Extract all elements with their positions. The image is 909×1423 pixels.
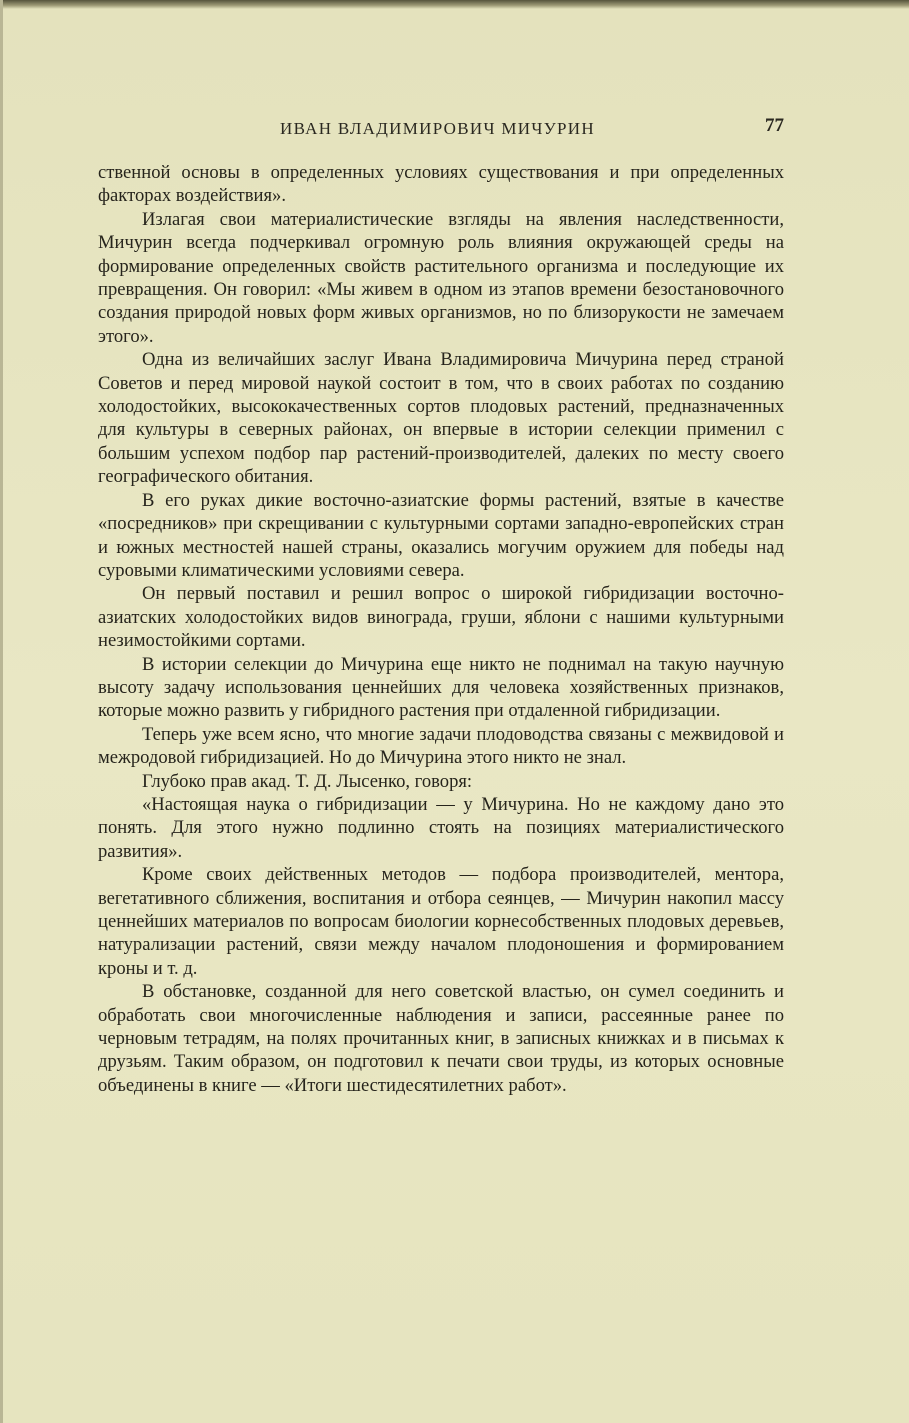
paragraph: ственной основы в определенных условиях существования и при определенных факторах воздействия». [98, 162, 784, 207]
paragraph: Теперь уже всем ясно, что многие задачи плодоводства связаны с межвидовой и межродовой гибридизацией. Но до Мичурина этого никто не знал. [98, 723, 784, 769]
paragraph: Кроме своих действенных методов — подбора производителей, ментора, вегетативного сближения, воспитания и отбора сеянцев, — Мичурин накопил массу ценнейших материалов по вопросам биологии корнесобственных плодовых деревьев, натурализации растений, связи между началом плодоношения и формированием кроны и т. д. [98, 864, 784, 979]
paragraph: Излагая свои материалистические взгляды на явления наследственности, Мичурин всегда подчеркивал огромную роль влияния окружающей среды на формирование определенных свойств растительного организма и последующие их превращения. Он говорил: «Мы живем в одном из этапов времени безостановочного создания природой новых форм живых организмов, но по близорукости не замечаем этого». [98, 208, 784, 347]
paragraph: В истории селекции до Мичурина еще никто не поднимал на такую научную высоту задачу использования ценнейших для человека хозяйственных признаков, которые можно развить у гибридного растения при отдаленной гибридизации. [98, 653, 784, 722]
page-header [98, 115, 784, 143]
page-number: 77 [765, 115, 784, 136]
paragraph: Он первый поставил и решил вопрос о широкой гибридизации восточно-азиатских холодостойких видов винограда, груши, яблони с нашими культурными незимостойкими сортами. [98, 583, 784, 652]
body-text [98, 161, 784, 1097]
quotation-paragraph: «Настоящая наука о гибридизации — у Мичурина. Но не каждому дано это понять. Для этого нужно подлинно стоять на позициях материалистического развития». [98, 793, 784, 862]
paragraph: В его руках дикие восточно-азиатские формы растений, взятые в качестве «посредников» при скрещивании с культурными сортами западно-европейских стран и южных местностей нашей страны, оказались могучим оружием для победы над суровыми климатическими условиями севера. [98, 489, 784, 581]
paragraph: Одна из величайших заслуг Ивана Владимировича Мичурина перед страной Советов и перед мировой наукой состоит в том, что в своих работах по созданию холодостойких, высококачественных сортов плодовых растений, предназначенных для культуры в северных районах, он впервые в истории селекции применил с большим успехом подбор пар растений-производителей, далеких по месту своего географического обитания. [98, 349, 784, 488]
running-title: ИВАН ВЛАДИМИРОВИЧ МИЧУРИН [280, 119, 595, 138]
page-top-edge [0, 0, 909, 9]
page-left-edge [0, 0, 3, 1423]
paragraph: Глубоко прав акад. Т. Д. Лысенко, говоря: [142, 770, 473, 792]
paragraph: В обстановке, созданной для него советской властью, он сумел соединить и обработать свои многочисленные наблюдения и записи, рассеянные ранее по черновым тетрадям, на полях прочитанных книг, в записных книжках и в письмах к друзьям. Таким образом, он подготовил к печати свои труды, из которых основные объединены в книге — «Итоги шестидесятилетних работ». [98, 981, 784, 1096]
